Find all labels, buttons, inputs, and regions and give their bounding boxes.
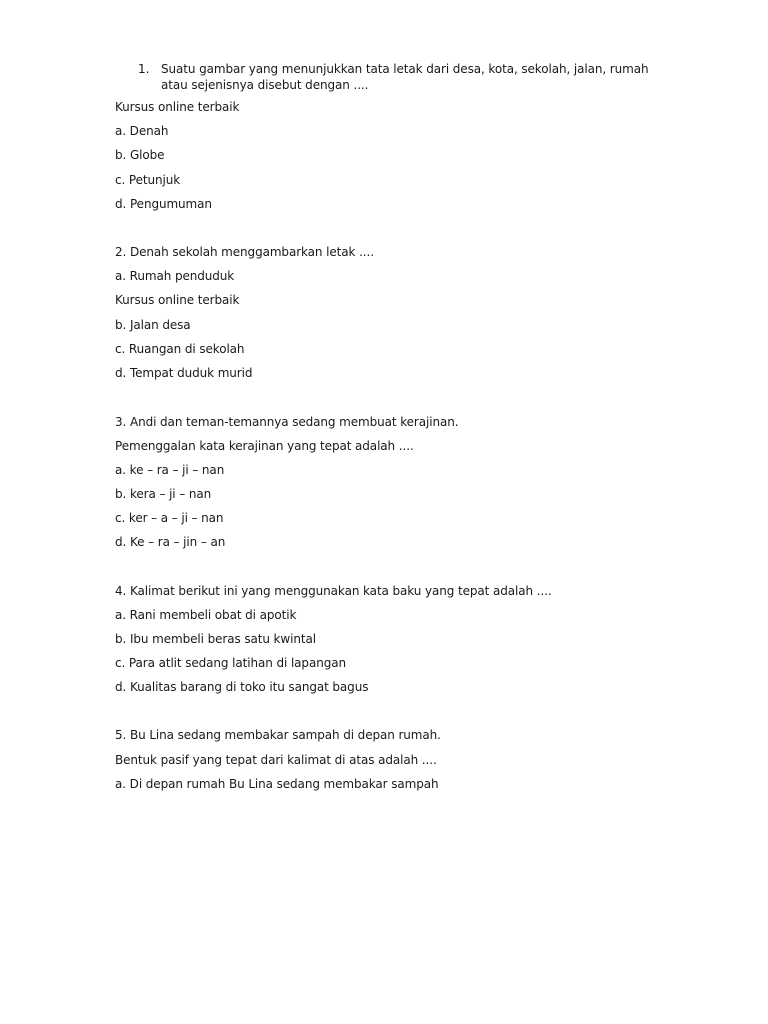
question-1-text: Suatu gambar yang menunjukkan tata letak dari desa, kota, sekolah, jalan, rumah atau sejenisnya disebut dengan .... [161,62,649,92]
question-3-option-d: d. Ke – ra – jin – an [115,535,226,549]
question-1-option-d: d. Pengumuman [115,197,212,211]
question-3-option-b: b. kera – ji – nan [115,487,212,501]
question-5-subtext: Bentuk pasif yang tepat dari kalimat di atas adalah .... [115,753,437,767]
question-1-option-b: b. Globe [115,148,165,162]
question-3-text: 3. Andi dan teman-temannya sedang membuat kerajinan. [115,415,459,429]
question-5-text: 5. Bu Lina sedang membakar sampah di depan rumah. [115,728,441,742]
question-1-number: 1. [138,62,150,76]
question-3-option-a: a. ke – ra – ji – nan [115,463,225,477]
question-2-option-c: c. Ruangan di sekolah [115,342,245,356]
question-1-option-c: c. Petunjuk [115,173,181,187]
question-2-option-d: d. Tempat duduk murid [115,366,253,380]
ad-link[interactable]: Kursus online terbaik [115,293,240,307]
question-4-option-d: d. Kualitas barang di toko itu sangat bagus [115,680,369,694]
question-4-option-c: c. Para atlit sedang latihan di lapangan [115,656,346,670]
question-4-option-a: a. Rani membeli obat di apotik [115,608,297,622]
question-2-option-b: b. Jalan desa [115,318,191,332]
question-4-text: 4. Kalimat berikut ini yang menggunakan kata baku yang tepat adalah .... [115,584,552,598]
question-3-subtext: Pemenggalan kata kerajinan yang tepat adalah .... [115,439,414,453]
question-2-option-a: a. Rumah penduduk [115,269,235,283]
question-3-option-c: c. ker – a – ji – nan [115,511,224,525]
question-4-option-b: b. Ibu membeli beras satu kwintal [115,632,316,646]
question-2-text: 2. Denah sekolah menggambarkan letak .... [115,245,374,259]
question-5-option-a: a. Di depan rumah Bu Lina sedang membakar sampah [115,777,439,791]
ad-link[interactable]: Kursus online terbaik [115,100,240,114]
question-1-option-a: a. Denah [115,124,169,138]
